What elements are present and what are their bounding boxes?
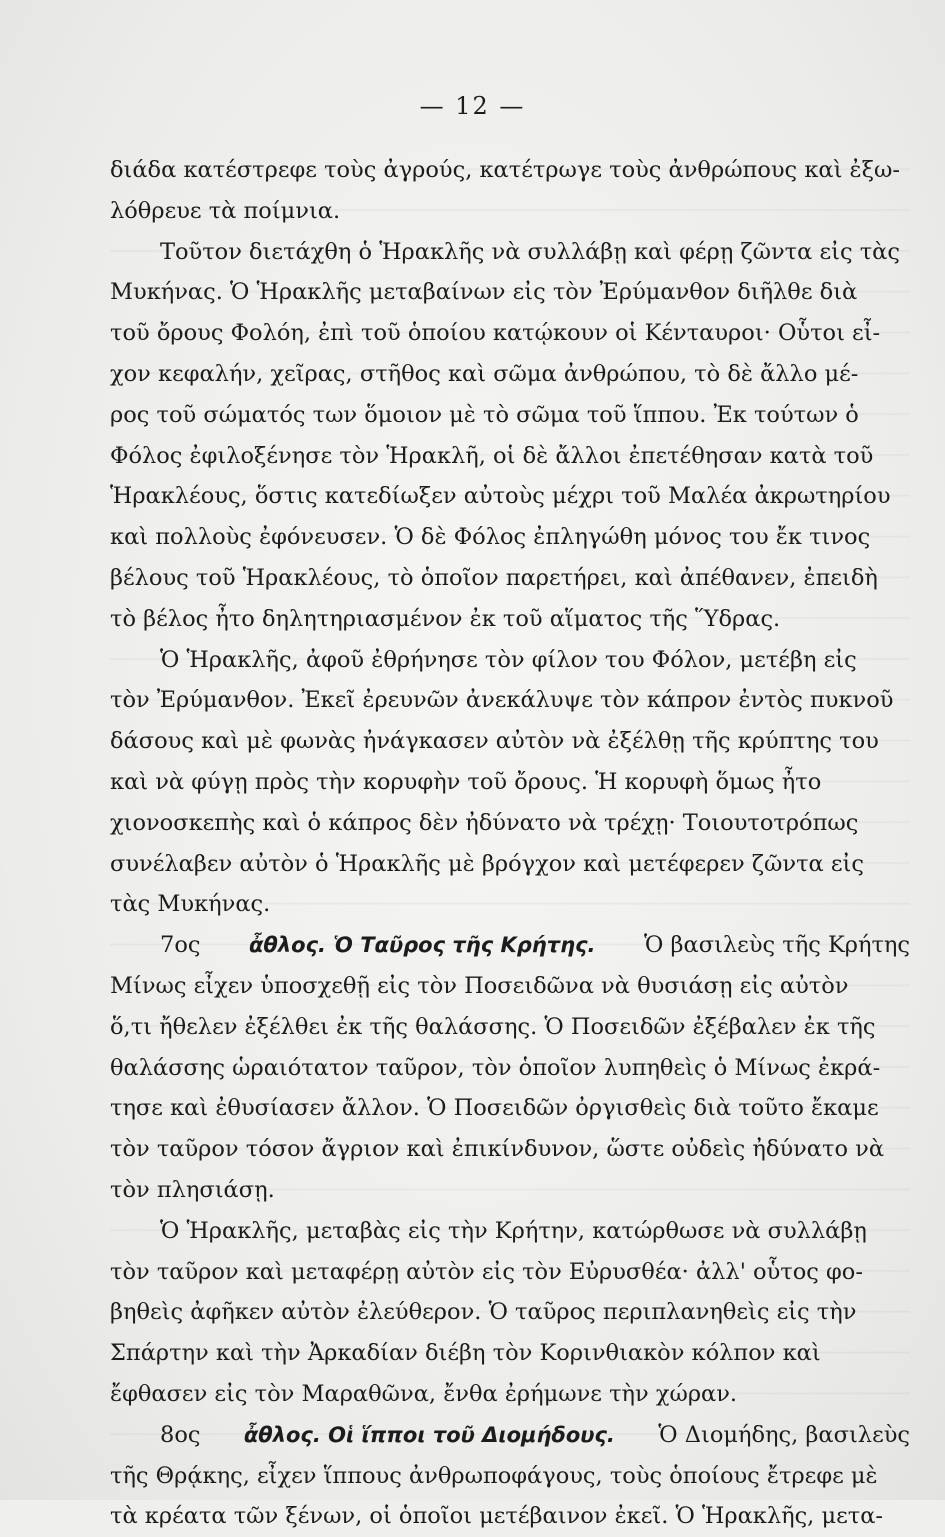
text-line bbox=[110, 966, 910, 1007]
line-text: Ὁ Ἡρακλῆς, μεταβὰς εἰς τὴν Κρήτην, κατώρθωσε νὰ συλλάβῃ bbox=[160, 1217, 867, 1244]
line-text: Μίνως εἶχεν ὑποσχεθῇ εἰς τὸν Ποσειδῶνα νὰ θυσιάσῃ εἰς αὐτὸν bbox=[110, 972, 849, 999]
text-line bbox=[110, 925, 910, 966]
text-line bbox=[110, 1007, 910, 1048]
line-text: Τοῦτον διετάχθη ὁ Ἡρακλῆς νὰ συλλάβῃ καὶ φέρῃ ζῶντα εἰς τὰς bbox=[160, 238, 900, 265]
line-text: καὶ νὰ φύγῃ πρὸς τὴν κορυφὴν τοῦ ὄρους. Ἡ κορυφὴ ὅμως ἦτο bbox=[110, 768, 822, 795]
text-line bbox=[110, 1292, 910, 1333]
text-line bbox=[110, 599, 910, 640]
line-text: τὸν ταῦρον τόσον ἄγριον καὶ ἐπικίνδυνον, ὥστε οὐδεὶς ἠδύνατο νὰ bbox=[110, 1136, 885, 1163]
text-line bbox=[110, 191, 910, 232]
athlos-number: 8ος bbox=[160, 1421, 201, 1448]
line-text: Ὁ Διομήδης, βασιλεὺς bbox=[658, 1421, 910, 1448]
line-text: χιονοσκεπὴς καὶ ὁ κάπρος δὲν ἠδύνατο νὰ τρέχῃ· Τοιουτοτρόπως bbox=[110, 809, 859, 836]
text-line bbox=[110, 558, 910, 599]
line-text: διάδα κατέστρεφε τοὺς ἀγρούς, κατέτρωγε τοὺς ἀνθρώπους καὶ ἐξω- bbox=[110, 157, 900, 183]
line-text: λόθρευε τὰ ποίμνια. bbox=[110, 197, 341, 224]
text-line bbox=[110, 1129, 910, 1170]
athlos-number: 7ος bbox=[160, 932, 201, 959]
text-line bbox=[110, 884, 910, 925]
text-line bbox=[110, 476, 910, 517]
page-number: — 12 — bbox=[419, 92, 526, 120]
section-heading: ἆθλος. Ὁ Ταῦρος τῆς Κρήτης. bbox=[249, 933, 596, 958]
text-line bbox=[110, 232, 910, 273]
text-line bbox=[110, 640, 910, 681]
line-text: συνέλαβεν αὐτὸν ὁ Ἡρακλῆς μὲ βρόγχον καὶ μετέφερεν ζῶντα εἰς bbox=[110, 850, 864, 877]
line-text: χον κεφαλήν, χεῖρας, στῆθος καὶ σῶμα ἀνθρώπου, τὸ δὲ ἄλλο μέ- bbox=[110, 360, 859, 387]
text-line bbox=[110, 150, 910, 191]
line-text: τὸν πλησιάσῃ. bbox=[110, 1176, 275, 1203]
text-line bbox=[110, 1333, 910, 1374]
text-line bbox=[110, 1211, 910, 1252]
text-line bbox=[110, 680, 910, 721]
text-line bbox=[110, 517, 910, 558]
text-line bbox=[110, 762, 910, 803]
text-line bbox=[110, 1088, 910, 1129]
line-text: τοῦ ὄρους Φολόη, ἐπὶ τοῦ ὁποίου κατῴκουν οἱ Κένταυροι· Οὗτοι εἶ- bbox=[110, 320, 881, 347]
line-text: ὅ,τι ἤθελεν ἐξέλθει ἐκ τῆς θαλάσσης. Ὁ Ποσειδῶν ἐξέβαλεν ἐκ τῆς bbox=[110, 1013, 876, 1040]
line-text: ἔφθασεν εἰς τὸν Μαραθῶνα, ἔνθα ἐρήμωνε τὴν χώραν. bbox=[110, 1380, 738, 1407]
line-text: Μυκήνας. Ὁ Ἡρακλῆς μεταβαίνων εἰς τὸν Ἐρύμανθον διῆλθε διὰ bbox=[110, 279, 858, 306]
text-line bbox=[110, 1496, 910, 1537]
text-line bbox=[110, 844, 910, 885]
text-line bbox=[110, 1170, 910, 1211]
line-text: τὸν Ἐρύμανθον. Ἐκεῖ ἐρευνῶν ἀνεκάλυψε τὸν κάπρον ἐντὸς πυκνοῦ bbox=[110, 687, 894, 714]
line-text: δάσους καὶ μὲ φωνὰς ἠνάγκασεν αὐτὸν νὰ ἐξέλθῃ τῆς κρύπτης του bbox=[110, 728, 879, 755]
text-line bbox=[110, 354, 910, 395]
text-line bbox=[110, 313, 910, 354]
line-text: τῆς Θρᾴκης, εἶχεν ἵππους ἀνθρωποφάγους, τοὺς ὁποίους ἔτρεφε μὲ bbox=[110, 1462, 878, 1489]
body-text bbox=[110, 150, 910, 1537]
text-line bbox=[110, 1374, 910, 1415]
text-line bbox=[110, 1048, 910, 1089]
line-text: καὶ πολλοὺς ἐφόνευσεν. Ὁ δὲ Φόλος ἐπληγώθη μόνος του ἔκ τινος bbox=[110, 524, 871, 551]
line-text: Ἡρακλέους, ὅστις κατεδίωξεν αὐτοὺς μέχρι τοῦ Μαλέα ἀκρωτηρίου bbox=[110, 483, 891, 510]
line-text: θαλάσσης ὡραιότατον ταῦρον, τὸν ὁποῖον λυπηθεὶς ὁ Μίνως ἐκρά- bbox=[110, 1054, 881, 1081]
line-text: τησε καὶ ἐθυσίασεν ἄλλον. Ὁ Ποσειδῶν ὀργισθεὶς διὰ τοῦτο ἔκαμε bbox=[110, 1095, 879, 1122]
text-line bbox=[110, 272, 910, 313]
text-line bbox=[110, 436, 910, 477]
text-line bbox=[110, 395, 910, 436]
line-text: Ὁ Ἡρακλῆς, ἀφοῦ ἐθρήνησε τὸν φίλον του Φόλον, μετέβη εἰς bbox=[160, 646, 857, 673]
line-text: βέλους τοῦ Ἡρακλέους, τὸ ὁποῖον παρετήρει, καὶ ἀπέθανεν, ἐπειδὴ bbox=[110, 564, 878, 591]
line-text: Φόλος ἐφιλοξένησε τὸν Ἡρακλῆ, οἱ δὲ ἄλλοι ἐπετέθησαν κατὰ τοῦ bbox=[110, 442, 874, 469]
text-line bbox=[110, 721, 910, 762]
text-line bbox=[110, 803, 910, 844]
line-text: τὰ κρέατα τῶν ξένων, οἱ ὁποῖοι μετέβαινον ἐκεῖ. Ὁ Ἡρακλῆς, μετα- bbox=[110, 1503, 883, 1530]
section-heading: ἆθλος. Οἱ ἵπποι τοῦ Διομήδους. bbox=[243, 1422, 615, 1447]
line-text: τὸ βέλος ἦτο δηλητηριασμένον ἐκ τοῦ αἵματος τῆς Ὕδρας. bbox=[110, 605, 781, 632]
line-text: τὸν ταῦρον καὶ μεταφέρῃ αὐτὸν εἰς τὸν Εὐρυσθέα· ἀλλ' οὗτος φο- bbox=[110, 1258, 863, 1285]
line-text: Σπάρτην καὶ τὴν Ἀρκαδίαν διέβη τὸν Κορινθιακὸν κόλπον καὶ bbox=[110, 1340, 821, 1367]
text-line bbox=[110, 1252, 910, 1293]
line-text: βηθεὶς ἀφῆκεν αὐτὸν ἐλεύθερον. Ὁ ταῦρος περιπλανηθεὶς εἰς τὴν bbox=[110, 1299, 857, 1326]
text-line bbox=[110, 1456, 910, 1497]
line-text: Ὁ βασιλεὺς τῆς Κρήτης bbox=[644, 932, 910, 959]
line-text: τὰς Μυκήνας. bbox=[110, 891, 271, 918]
text-line bbox=[110, 1415, 910, 1456]
line-text: ρος τοῦ σώματός των ὅμοιον μὲ τὸ σῶμα τοῦ ἵππου. Ἐκ τούτων ὁ bbox=[110, 401, 859, 428]
